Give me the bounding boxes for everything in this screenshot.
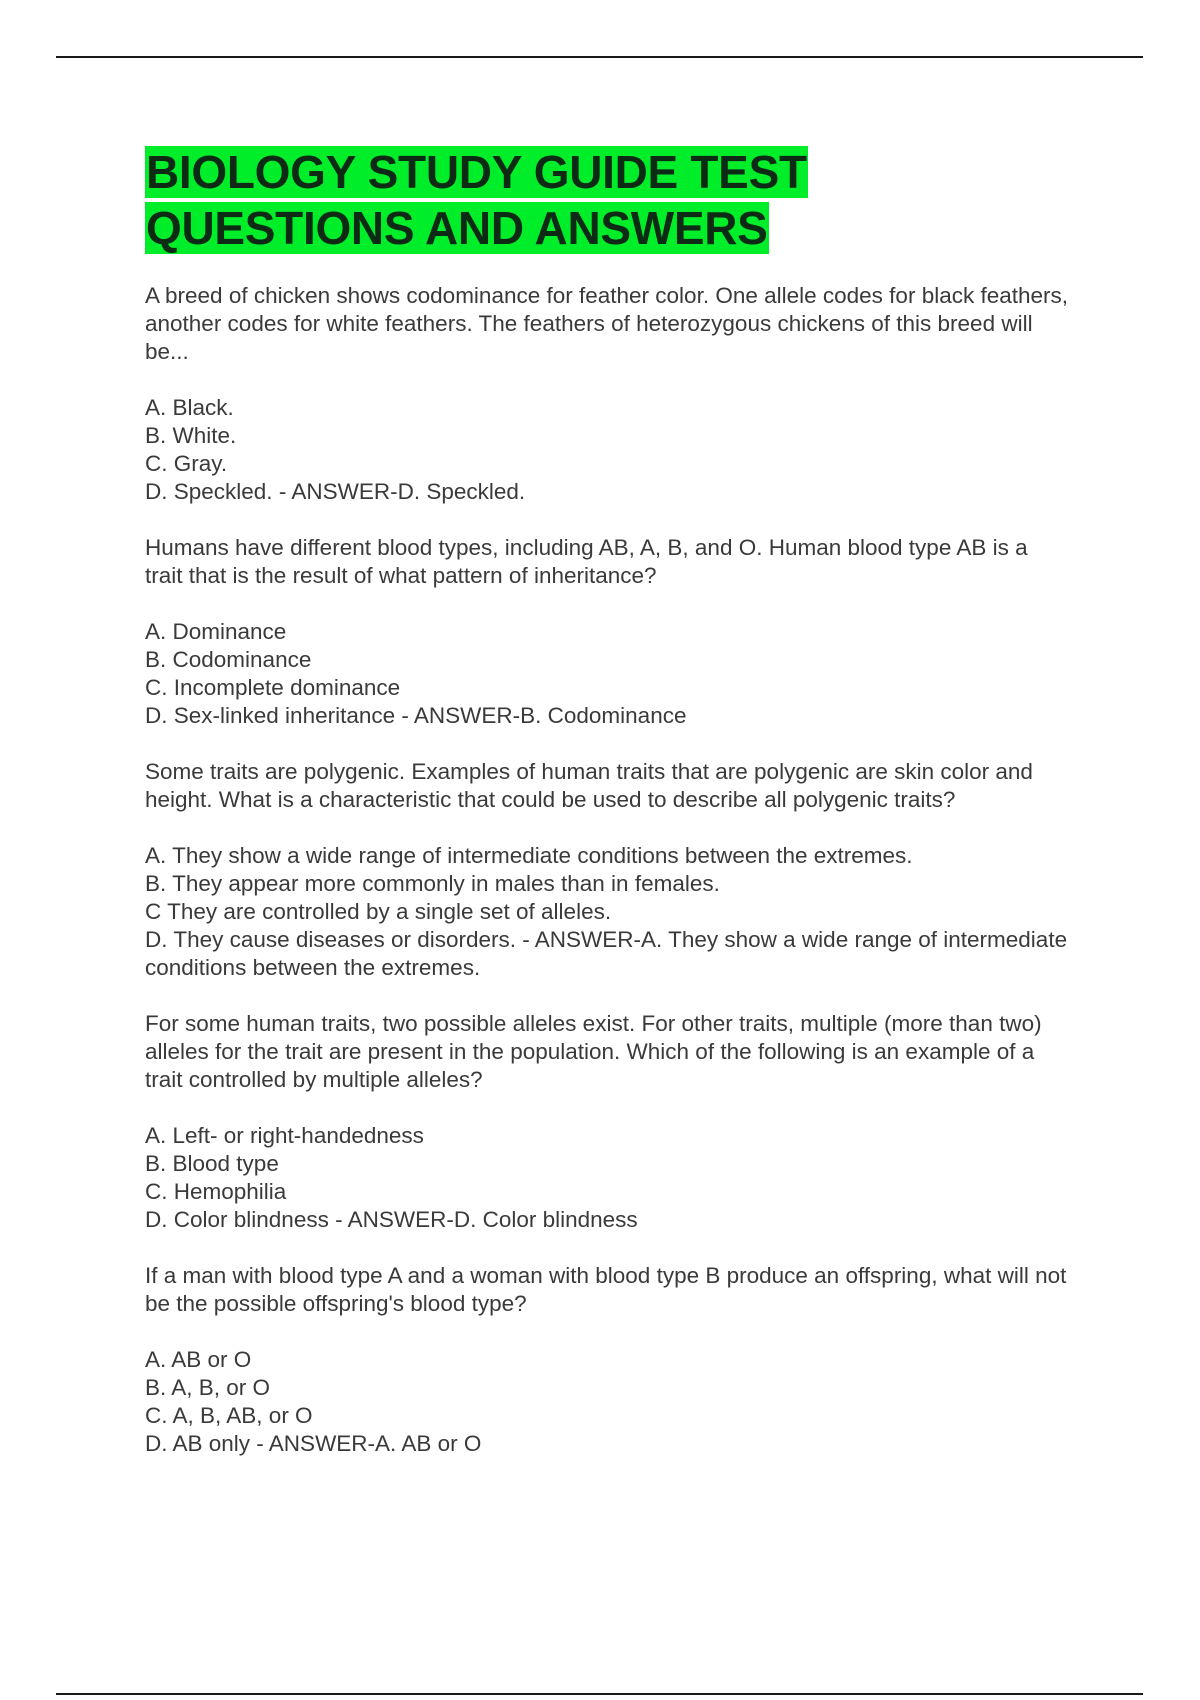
document-title-text: BIOLOGY STUDY GUIDE TEST QUESTIONS AND ANSWERS — [146, 146, 807, 254]
document-body — [145, 144, 1070, 1486]
question-text: A breed of chicken shows codominance for feather color. One allele codes for black feathers, another codes for white feathers. The feathers of heterozygous chickens of this breed will be... — [145, 283, 1069, 364]
answer-option: B. Codominance — [145, 647, 312, 672]
question-block — [145, 534, 1070, 730]
answer-options — [145, 394, 1070, 506]
answer-option: D. AB only - ANSWER-A. AB or O — [145, 1431, 482, 1456]
answer-option: B. Blood type — [145, 1151, 279, 1176]
answer-options — [145, 842, 1070, 982]
answer-option: B. They appear more commonly in males than in females. — [145, 871, 720, 896]
question-block — [145, 1010, 1070, 1234]
answer-option: C. A, B, AB, or O — [145, 1403, 313, 1428]
answer-options — [145, 618, 1070, 730]
answer-option: A. They show a wide range of intermediate conditions between the extremes. — [145, 843, 913, 868]
answer-option: D. Sex-linked inheritance - ANSWER-B. Codominance — [145, 703, 687, 728]
answer-option: D. They cause diseases or disorders. - ANSWER-A. They show a wide range of intermediate conditions between the extremes. — [145, 927, 1068, 980]
answer-option: D. Color blindness - ANSWER-D. Color blindness — [145, 1207, 638, 1232]
answer-option: B. White. — [145, 423, 237, 448]
question-text: Humans have different blood types, including AB, A, B, and O. Human blood type AB is a trait that is the result of what pattern of inheritance? — [145, 535, 1028, 588]
question-text: Some traits are polygenic. Examples of human traits that are polygenic are skin color and height. What is a characteristic that could be used to describe all polygenic traits? — [145, 759, 1033, 812]
answer-option: C They are controlled by a single set of alleles. — [145, 899, 612, 924]
answer-option: A. Dominance — [145, 619, 287, 644]
answer-option: A. AB or O — [145, 1347, 252, 1372]
question-block — [145, 282, 1070, 506]
question-block — [145, 1262, 1070, 1458]
page-top-rule — [56, 56, 1143, 58]
page-bottom-rule — [56, 1693, 1143, 1695]
answer-options — [145, 1346, 1070, 1458]
question-text: For some human traits, two possible alleles exist. For other traits, multiple (more than two) alleles for the trait are present in the population. Which of the following is an example of a trait controlled by multiple alleles? — [145, 1011, 1042, 1092]
answer-option: D. Speckled. - ANSWER-D. Speckled. — [145, 479, 526, 504]
question-text: If a man with blood type A and a woman with blood type B produce an offspring, what will not be the possible offspring's blood type? — [145, 1263, 1067, 1316]
answer-option: B. A, B, or O — [145, 1375, 271, 1400]
answer-option: C. Gray. — [145, 451, 228, 476]
answer-option: C. Incomplete dominance — [145, 675, 401, 700]
answer-options — [145, 1122, 1070, 1234]
answer-option: A. Black. — [145, 395, 234, 420]
answer-option: A. Left- or right-handedness — [145, 1123, 424, 1148]
document-title — [145, 144, 1070, 256]
answer-option: C. Hemophilia — [145, 1179, 287, 1204]
question-block — [145, 758, 1070, 982]
